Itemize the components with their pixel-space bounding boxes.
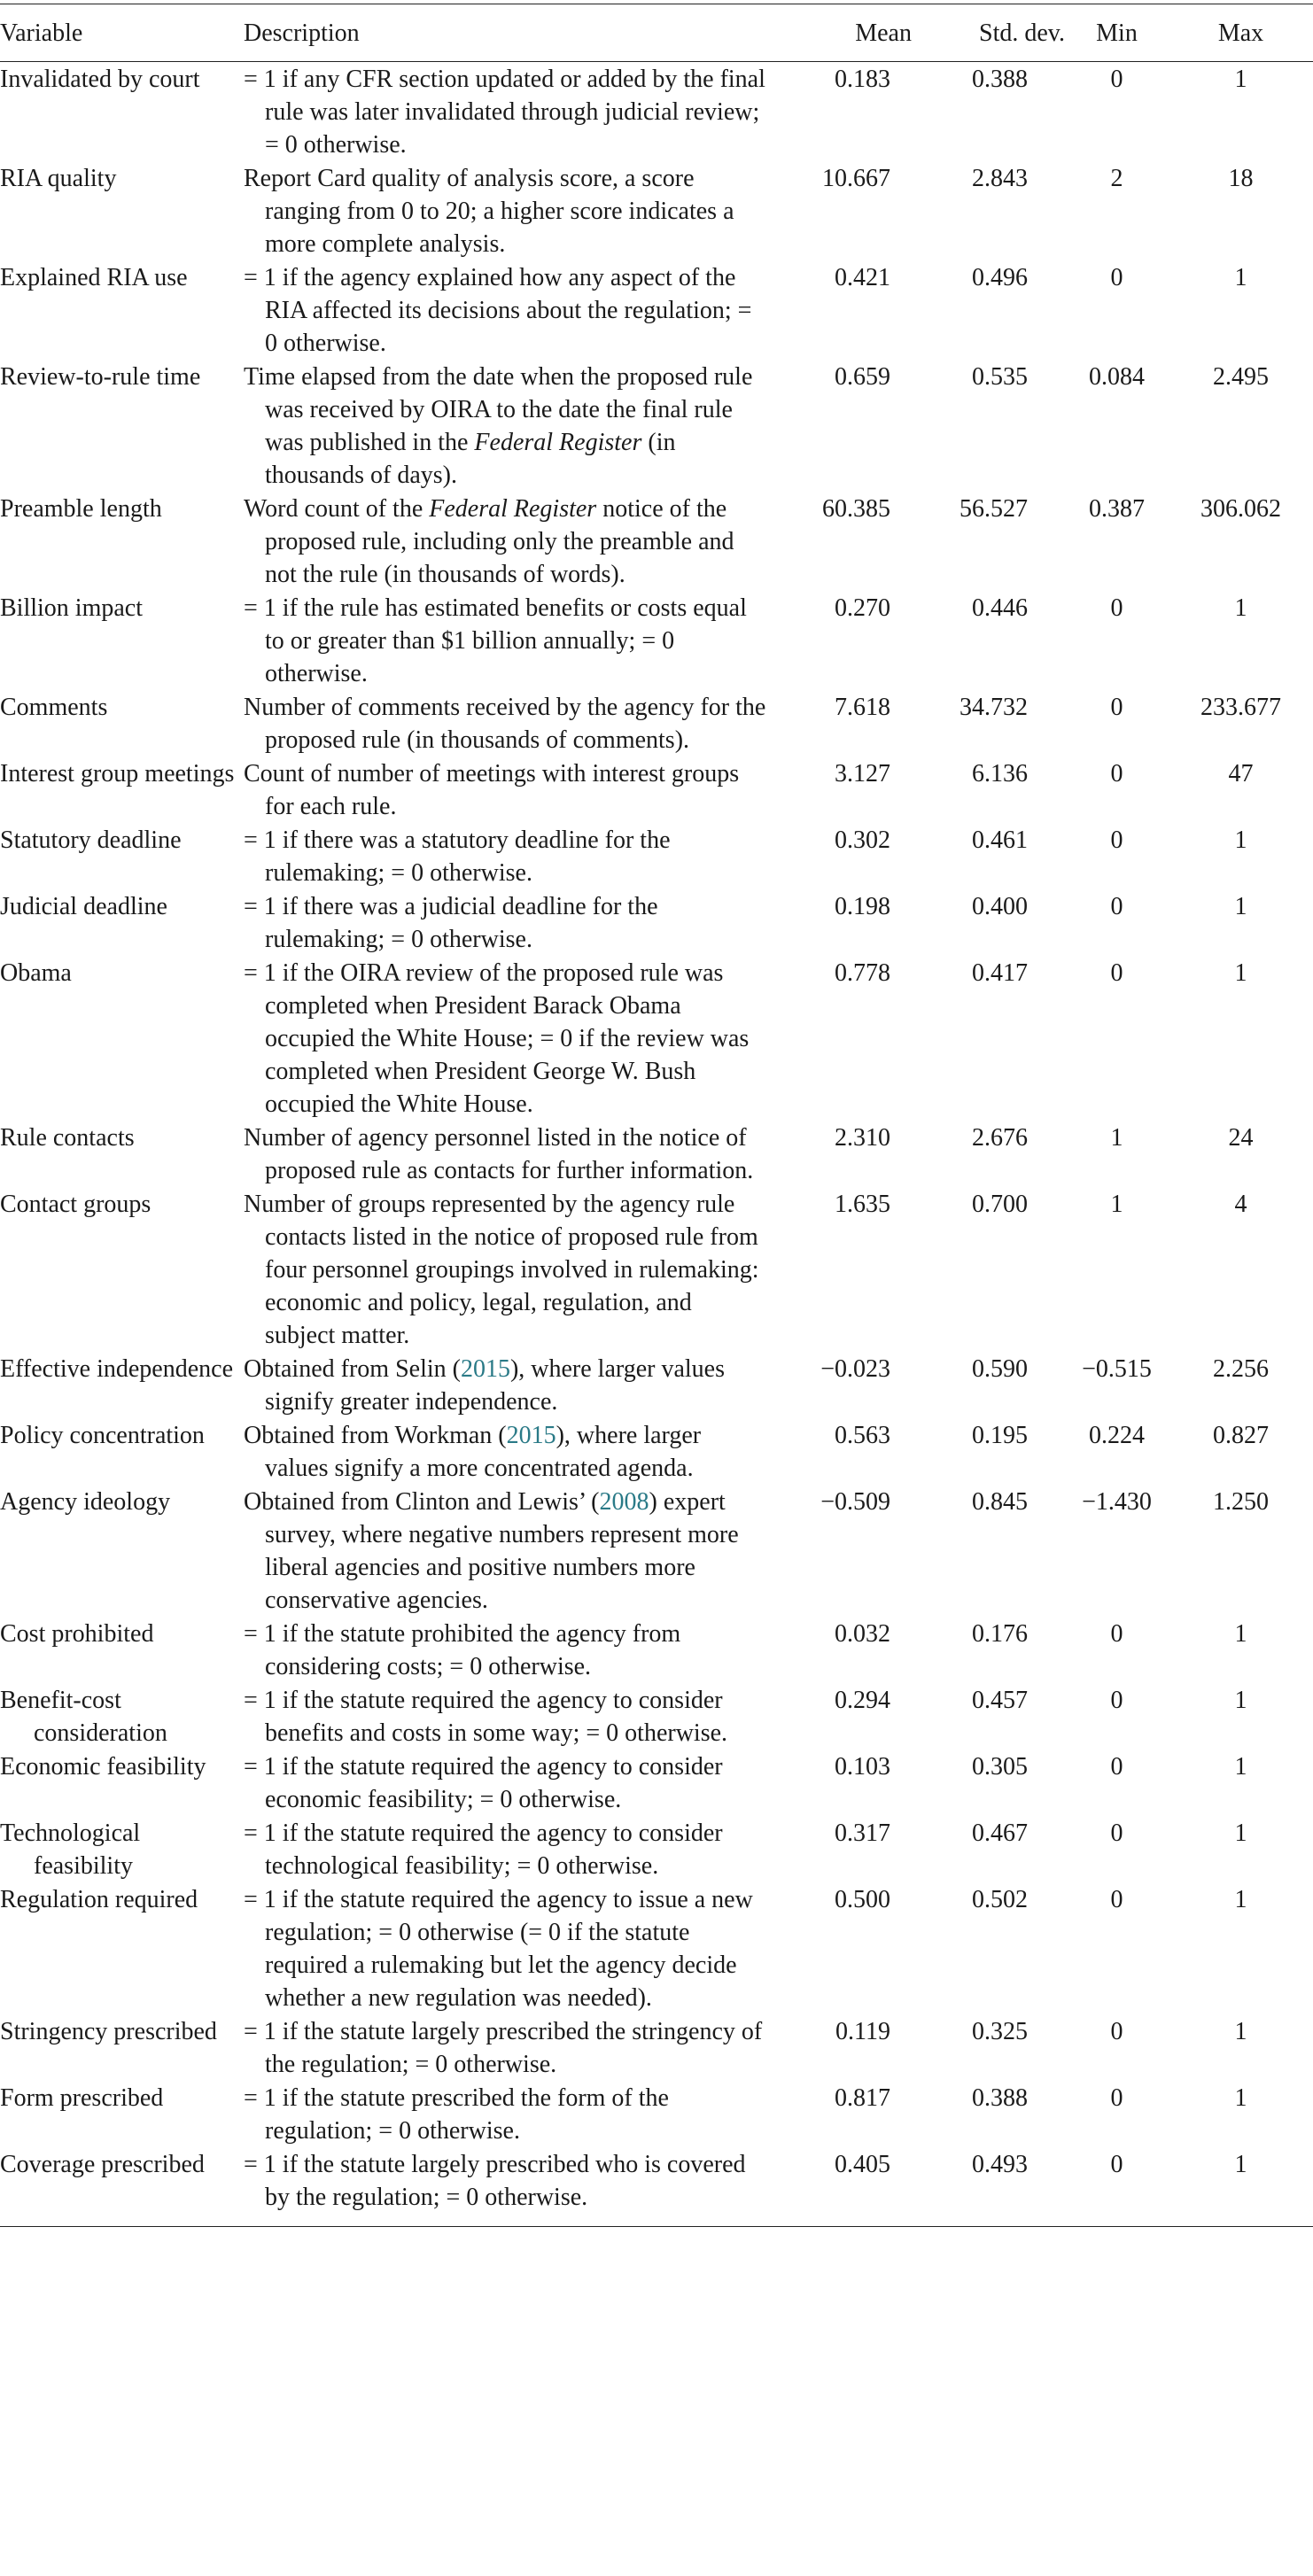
sd-value: 0.502	[972, 1886, 1028, 1913]
variable-name: Economic feasibility	[0, 1753, 206, 1781]
variable-cell	[0, 757, 244, 823]
description-cell	[244, 2014, 793, 2081]
min-value: 0	[1110, 1819, 1123, 1847]
variable-name: Review-to-rule time	[0, 363, 201, 391]
header-description: Description	[244, 4, 793, 62]
variable-cell	[0, 492, 244, 591]
description-fragment: Time elapsed from the date when the proposed rule was received by OIRA to the date the final rule was published in the	[244, 363, 753, 456]
citation-year-link[interactable]: 2008	[599, 1488, 649, 1516]
mean-value: 3.127	[835, 760, 890, 788]
table-row	[0, 690, 1313, 757]
sd-value: 0.461	[972, 826, 1028, 854]
description-cell	[244, 62, 793, 162]
mean-value: 0.817	[835, 2084, 890, 2112]
max-value: 1	[1234, 893, 1247, 920]
description-cell	[244, 1121, 793, 1187]
mean-value: 1.635	[835, 1191, 890, 1218]
max-value: 306.062	[1200, 495, 1281, 523]
description-text: = 1 if the statute required the agency to consider benefits and costs in some way; = 0 otherwise.	[244, 1687, 728, 1747]
variable-name: Obama	[0, 959, 72, 987]
max-value: 18	[1228, 165, 1254, 192]
sd-value: 56.527	[960, 495, 1028, 523]
variables-table	[0, 4, 1313, 2227]
variable-cell	[0, 1816, 244, 1882]
header-min: Min	[1065, 4, 1169, 62]
table-row	[0, 757, 1313, 823]
table-row	[0, 591, 1313, 690]
mean-value: 0.198	[835, 893, 890, 920]
sd-value: 0.590	[972, 1355, 1028, 1383]
variable-name: Coverage prescribed	[0, 2151, 205, 2178]
header-max: Max	[1169, 4, 1313, 62]
max-value: 1	[1234, 1687, 1247, 1714]
variable-cell	[0, 1617, 244, 1683]
sd-value: 6.136	[972, 760, 1028, 788]
mean-value: 0.778	[835, 959, 890, 987]
mean-value: 0.659	[835, 363, 890, 391]
min-value: 0	[1110, 826, 1123, 854]
description-cell	[244, 757, 793, 823]
variable-cell	[0, 1683, 244, 1750]
variable-name: Explained RIA use	[0, 264, 188, 291]
sd-value: 0.496	[972, 264, 1028, 291]
description-cell	[244, 1418, 793, 1485]
min-value: 0	[1110, 893, 1123, 920]
table-row	[0, 1187, 1313, 1352]
min-value: 0	[1110, 66, 1123, 93]
min-value: 1	[1110, 1124, 1123, 1152]
table-row	[0, 1352, 1313, 1418]
mean-value: −0.509	[820, 1488, 890, 1516]
max-value: 1.250	[1213, 1488, 1269, 1516]
variable-name: RIA quality	[0, 165, 117, 192]
max-value: 1	[1234, 1886, 1247, 1913]
variable-cell	[0, 62, 244, 162]
description-cell	[244, 889, 793, 956]
variable-cell	[0, 1750, 244, 1816]
sd-value: 0.535	[972, 363, 1028, 391]
mean-value: 0.405	[793, 2147, 912, 2227]
table-row	[0, 1617, 1313, 1683]
min-value: 0	[1110, 2084, 1123, 2112]
description-text	[244, 361, 793, 492]
min-value: 0	[1110, 1886, 1123, 1913]
description-cell	[244, 690, 793, 757]
sd-value: 0.467	[972, 1819, 1028, 1847]
max-value: 1	[1234, 1620, 1247, 1648]
description-cell	[244, 161, 793, 260]
sd-value: 0.493	[912, 2147, 1065, 2227]
table-row	[0, 1121, 1313, 1187]
variable-name: Stringency prescribed	[0, 2018, 217, 2045]
variable-name: Rule contacts	[0, 1124, 135, 1152]
table-row	[0, 2014, 1313, 2081]
description-fragment: notice of the proposed rule, including only the preamble and not the rule (in thousands of words).	[265, 495, 734, 588]
description-text: Number of groups represented by the agency rule contacts listed in the notice of proposed rule from four personnel groupings involved in rulemaking: economic and policy, legal, regulation, and subject matter.	[244, 1191, 759, 1349]
table-row	[0, 1683, 1313, 1750]
max-value: 2.495	[1213, 363, 1269, 391]
description-text: = 1 if the agency explained how any aspect of the RIA affected its decisions about the regulation; = 0 otherwise.	[244, 264, 752, 357]
variable-cell	[0, 2014, 244, 2081]
description-text	[244, 1486, 793, 1617]
description-text	[244, 1419, 793, 1485]
description-cell	[244, 1617, 793, 1683]
max-value: 1	[1234, 594, 1247, 622]
description-cell	[244, 1882, 793, 2014]
max-value: 1	[1234, 66, 1247, 93]
table-row	[0, 1750, 1313, 1816]
sd-value: 0.388	[972, 66, 1028, 93]
mean-value: −0.023	[820, 1355, 890, 1383]
min-value: 0	[1110, 264, 1123, 291]
table-row	[0, 956, 1313, 1121]
min-value: 0	[1110, 1753, 1123, 1781]
citation-year-link[interactable]: 2015	[506, 1422, 556, 1449]
variable-name: Benefit-cost consideration	[0, 1687, 167, 1747]
sd-value: 0.176	[972, 1620, 1028, 1648]
min-value: −1.430	[1082, 1488, 1152, 1516]
description-text: = 1 if the statute largely prescribed who is covered by the regulation; = 0 otherwise.	[244, 2151, 746, 2211]
mean-value: 0.119	[835, 2018, 890, 2045]
table-row	[0, 1882, 1313, 2014]
table-header-row	[0, 4, 1313, 62]
description-text: Report Card quality of analysis score, a score ranging from 0 to 20; a higher score indicates a more complete analysis.	[244, 165, 734, 258]
description-text: = 1 if the statute required the agency to consider technological feasibility; = 0 otherwise.	[244, 1819, 723, 1880]
variable-name: Technological feasibility	[0, 1819, 141, 1880]
min-value: 0	[1110, 1687, 1123, 1714]
description-fragment: Obtained from Clinton and Lewis’ (	[244, 1488, 600, 1516]
max-value: 1	[1169, 2147, 1313, 2227]
variable-name: Policy concentration	[0, 1422, 205, 1449]
description-cell	[244, 1187, 793, 1352]
variable-name: Regulation required	[0, 1886, 198, 1913]
max-value: 1	[1234, 959, 1247, 987]
sd-value: 0.305	[972, 1753, 1028, 1781]
description-cell	[244, 1816, 793, 1882]
description-text: Number of agency personnel listed in the notice of proposed rule as contacts for further information.	[244, 1124, 754, 1184]
variable-name: Form prescribed	[0, 2084, 164, 2112]
variable-cell	[0, 690, 244, 757]
max-value: 4	[1234, 1191, 1247, 1218]
variable-name: Agency ideology	[0, 1488, 171, 1516]
table-row	[0, 1816, 1313, 1882]
citation-year-link[interactable]: 2015	[460, 1355, 510, 1383]
mean-value: 10.667	[822, 165, 890, 192]
min-value: 1	[1110, 1191, 1123, 1218]
description-text	[244, 493, 793, 591]
description-cell	[244, 2081, 793, 2147]
variable-name: Cost prohibited	[0, 1620, 154, 1648]
variable-cell	[0, 823, 244, 889]
sd-value: 0.700	[972, 1191, 1028, 1218]
variable-name: Preamble length	[0, 495, 162, 523]
variable-name: Contact groups	[0, 1191, 152, 1218]
table-body	[0, 62, 1313, 2227]
sd-value: 0.195	[972, 1422, 1028, 1449]
description-text: = 1 if the OIRA review of the proposed rule was completed when President Barack Obama occupied the White House; = 0 if the review was completed when President George W. Bush occupied the White House.	[244, 959, 750, 1118]
sd-value: 0.325	[972, 2018, 1028, 2045]
variable-cell	[0, 1418, 244, 1485]
max-value: 1	[1234, 826, 1247, 854]
mean-value: 7.618	[835, 694, 890, 721]
table-row	[0, 823, 1313, 889]
description-fragment: ) expert survey, where negative numbers represent more liberal agencies and positive numbers more conservative agencies.	[265, 1488, 739, 1614]
mean-value: 0.302	[835, 826, 890, 854]
mean-value: 0.183	[835, 66, 890, 93]
description-cell	[244, 1750, 793, 1816]
table-row	[0, 360, 1313, 492]
min-value: 0	[1110, 1620, 1123, 1648]
description-text: = 1 if any CFR section updated or added by the final rule was later invalidated through judicial review; = 0 otherwise.	[244, 66, 765, 159]
variable-cell	[0, 956, 244, 1121]
mean-value: 0.563	[835, 1422, 890, 1449]
description-cell	[244, 260, 793, 360]
description-text: = 1 if the statute largely prescribed the stringency of the regulation; = 0 otherwise.	[244, 2018, 763, 2078]
sd-value: 0.845	[972, 1488, 1028, 1516]
variable-name: Interest group meetings	[0, 760, 235, 788]
description-text: = 1 if there was a judicial deadline for the rulemaking; = 0 otherwise.	[244, 893, 658, 953]
variable-name: Statutory deadline	[0, 826, 182, 854]
description-fragment: ), where larger values signify a more concentrated agenda.	[265, 1422, 702, 1482]
description-text: = 1 if the statute required the agency to consider economic feasibility; = 0 otherwise.	[244, 1753, 723, 1813]
description-fragment: Word count of the	[244, 495, 430, 523]
description-text: = 1 if the statute required the agency to issue a new regulation; = 0 otherwise (= 0 if the statute required a rulemaking but let the agency decide whether a new regulation was needed).	[244, 1886, 753, 2012]
variable-cell	[0, 591, 244, 690]
mean-value: 0.500	[835, 1886, 890, 1913]
min-value: 2	[1110, 165, 1123, 192]
mean-value: 0.294	[835, 1687, 890, 1714]
min-value: 0.084	[1089, 363, 1145, 391]
description-cell	[244, 823, 793, 889]
variable-cell	[0, 161, 244, 260]
min-value: 0.387	[1089, 495, 1145, 523]
description-fragment: Obtained from Selin (	[244, 1355, 461, 1383]
table-row	[0, 2147, 1313, 2227]
mean-value: 0.317	[835, 1819, 890, 1847]
variable-cell	[0, 260, 244, 360]
mean-value: 0.421	[835, 264, 890, 291]
table-row	[0, 492, 1313, 591]
sd-value: 0.457	[972, 1687, 1028, 1714]
header-variable: Variable	[0, 4, 244, 62]
sd-value: 0.417	[972, 959, 1028, 987]
variable-name: Invalidated by court	[0, 66, 200, 93]
description-cell	[244, 360, 793, 492]
table-row	[0, 1418, 1313, 1485]
description-text	[244, 1353, 793, 1418]
variable-cell	[0, 889, 244, 956]
mean-value: 0.032	[835, 1620, 890, 1648]
variable-cell	[0, 2147, 244, 2227]
variable-name: Effective independence	[0, 1355, 234, 1383]
max-value: 2.256	[1213, 1355, 1269, 1383]
min-value: 0	[1110, 760, 1123, 788]
variable-name: Billion impact	[0, 594, 143, 622]
sd-value: 0.446	[972, 594, 1028, 622]
variable-cell	[0, 360, 244, 492]
sd-value: 34.732	[960, 694, 1028, 721]
description-cell	[244, 1485, 793, 1617]
mean-value: 60.385	[822, 495, 890, 523]
min-value: 0.224	[1089, 1422, 1145, 1449]
max-value: 24	[1228, 1124, 1254, 1152]
description-cell	[244, 2147, 793, 2227]
publication-title: Federal Register	[429, 495, 597, 523]
description-text: Number of comments received by the agency for the proposed rule (in thousands of comments).	[244, 694, 766, 754]
variable-name: Comments	[0, 694, 108, 721]
min-value: 0	[1110, 2018, 1123, 2045]
mean-value: 2.310	[835, 1124, 890, 1152]
mean-value: 0.270	[835, 594, 890, 622]
table-row	[0, 2081, 1313, 2147]
max-value: 0.827	[1213, 1422, 1269, 1449]
table-row	[0, 1485, 1313, 1617]
description-text: = 1 if the statute prescribed the form of the regulation; = 0 otherwise.	[244, 2084, 669, 2145]
min-value: 0	[1110, 959, 1123, 987]
table-row	[0, 889, 1313, 956]
description-fragment: ), where larger values signify greater independence.	[265, 1355, 725, 1416]
max-value: 1	[1234, 2018, 1247, 2045]
variable-name: Judicial deadline	[0, 893, 167, 920]
table-row	[0, 62, 1313, 162]
max-value: 1	[1234, 264, 1247, 291]
variable-cell	[0, 1352, 244, 1418]
variable-cell	[0, 1121, 244, 1187]
variable-cell	[0, 1485, 244, 1617]
description-fragment: Obtained from Workman (	[244, 1422, 507, 1449]
variable-cell	[0, 1882, 244, 2014]
min-value: 0	[1110, 694, 1123, 721]
description-cell	[244, 591, 793, 690]
description-cell	[244, 1352, 793, 1418]
variable-cell	[0, 1187, 244, 1352]
table-row	[0, 161, 1313, 260]
description-text: = 1 if the rule has estimated benefits or costs equal to or greater than $1 billion annually; = 0 otherwise.	[244, 594, 747, 687]
description-text: = 1 if there was a statutory deadline for the rulemaking; = 0 otherwise.	[244, 826, 671, 887]
description-cell	[244, 1683, 793, 1750]
description-cell	[244, 956, 793, 1121]
sd-value: 0.400	[972, 893, 1028, 920]
publication-title: Federal Register	[474, 429, 642, 456]
header-mean: Mean	[793, 4, 912, 62]
min-value: 0	[1065, 2147, 1169, 2227]
table-row	[0, 260, 1313, 360]
max-value: 1	[1234, 1753, 1247, 1781]
min-value: −0.515	[1082, 1355, 1152, 1383]
sd-value: 0.388	[972, 2084, 1028, 2112]
description-text: = 1 if the statute prohibited the agency from considering costs; = 0 otherwise.	[244, 1620, 681, 1680]
description-text: Count of number of meetings with interest groups for each rule.	[244, 760, 740, 820]
sd-value: 2.676	[972, 1124, 1028, 1152]
description-fragment: (in thousands of days).	[265, 429, 676, 489]
mean-value: 0.103	[835, 1753, 890, 1781]
max-value: 1	[1234, 1819, 1247, 1847]
max-value: 233.677	[1200, 694, 1281, 721]
header-sd: Std. dev.	[912, 4, 1065, 62]
min-value: 0	[1110, 594, 1123, 622]
sd-value: 2.843	[972, 165, 1028, 192]
max-value: 1	[1234, 2084, 1247, 2112]
max-value: 47	[1228, 760, 1254, 788]
variable-cell	[0, 2081, 244, 2147]
description-cell	[244, 492, 793, 591]
